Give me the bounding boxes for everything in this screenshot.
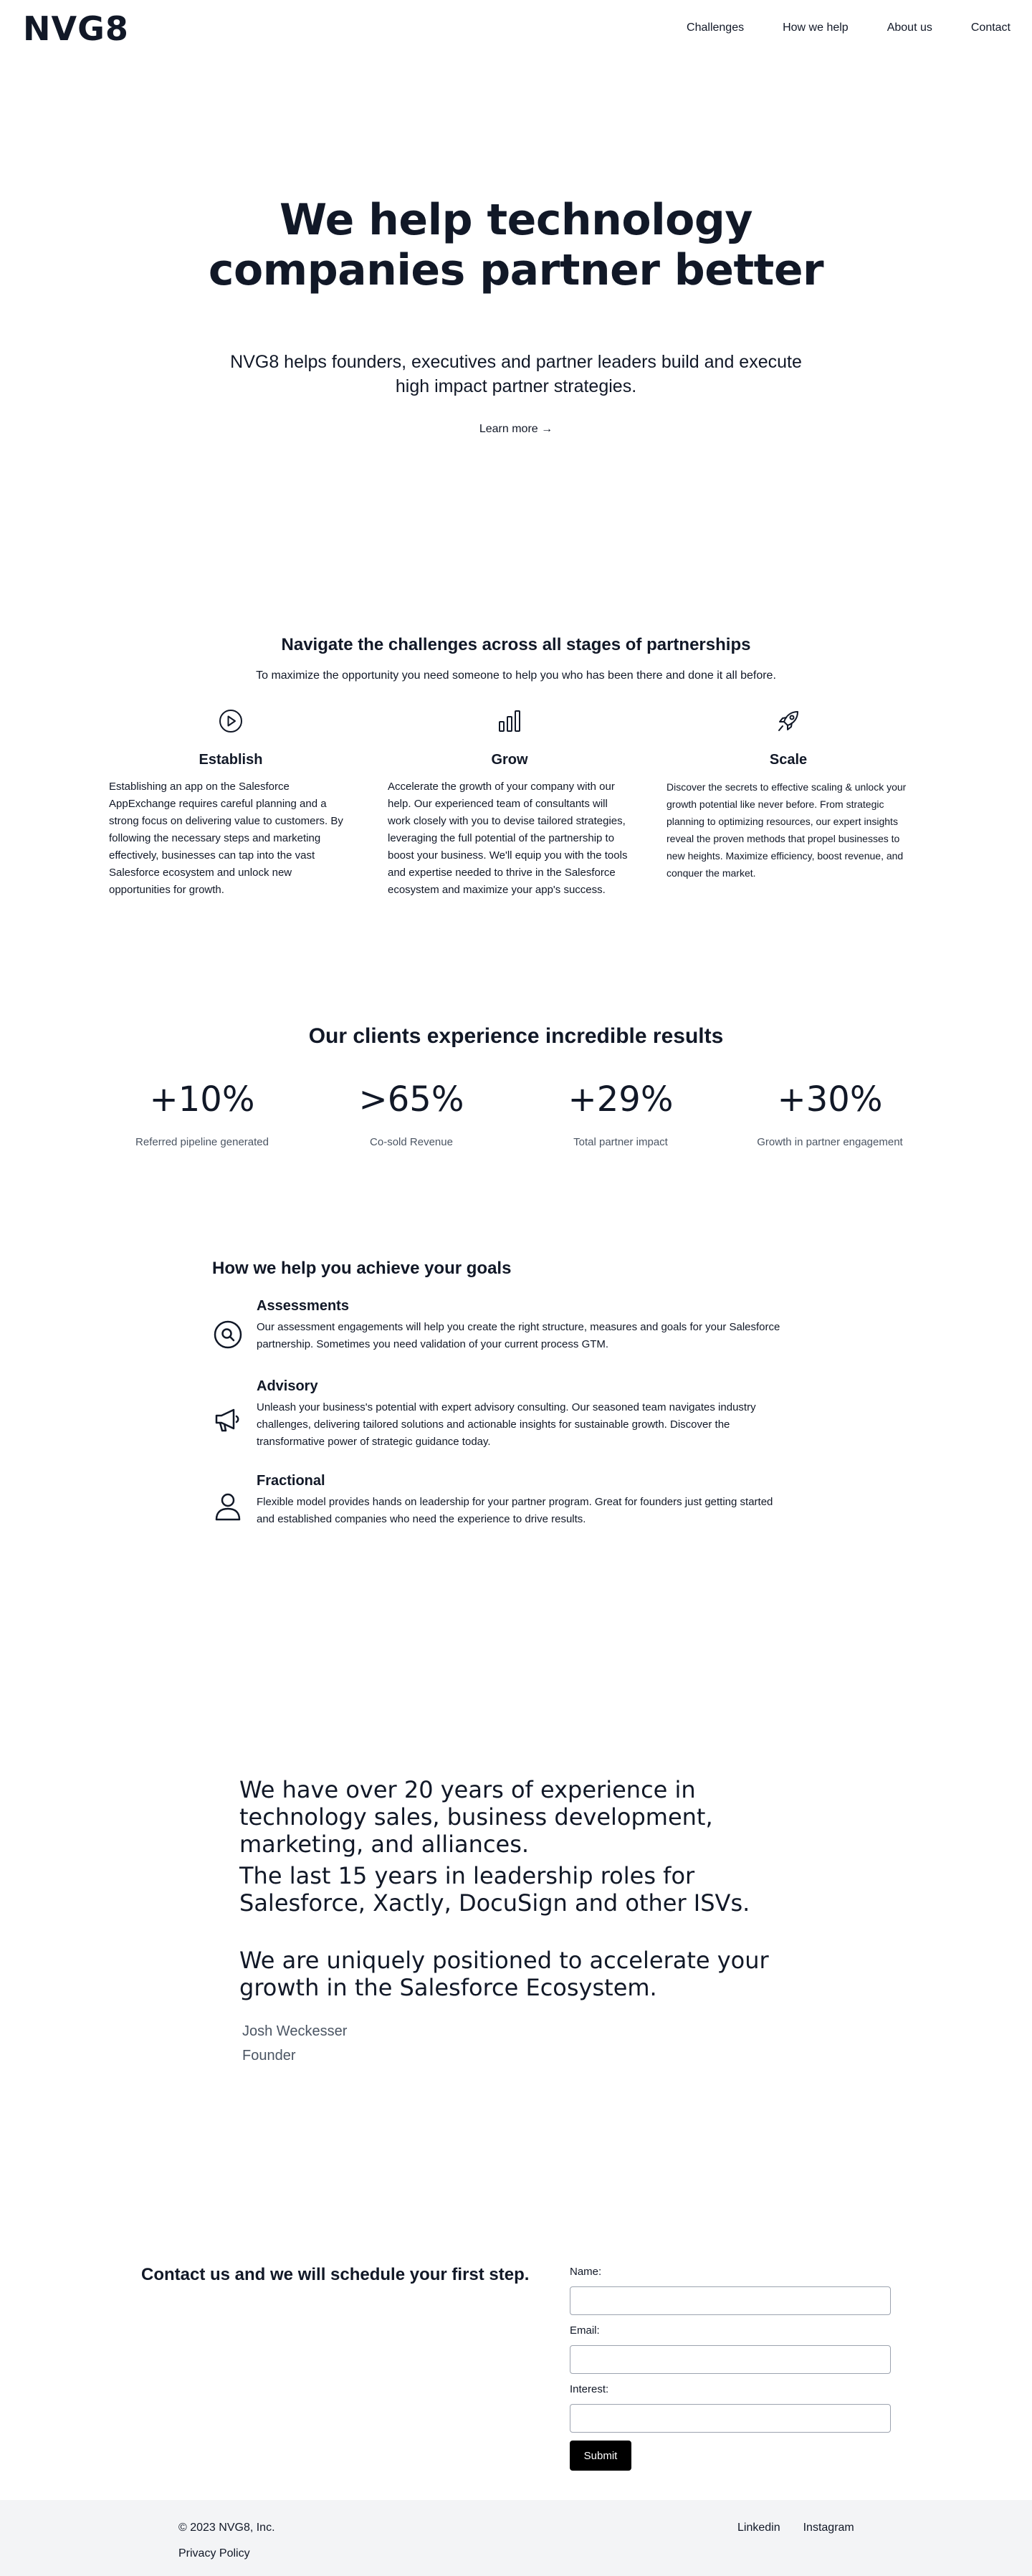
logo[interactable]: NVG8 [23,9,129,48]
challenge-text: Accelerate the growth of your company with our help. Our experienced team of consultants will work closely with you to devise tailored strategies, leveraging the full potential of the partnership to boost your business. We'll equip you with the tools and expertise needed to thrive in the Salesforce ecosystem and maximize your app's success. [388,781,628,896]
help-title: How we help you achieve your goals [212,1259,512,1278]
nav-how-we-help[interactable]: How we help [783,22,849,34]
challenge-establish [109,707,353,899]
main-nav [687,20,1010,36]
founder-name: Josh Weckesser [242,2023,348,2039]
challenge-title: Grow [491,752,528,768]
challenge-text: Establishing an app on the Salesforce AppExchange requires careful planning and a strong focus on delivering value to customers. By following the necessary steps and marketing effectively, businesses can tap into the vast Salesforce ecosystem and unlock new opportunities for growth. [109,781,343,896]
stat-label: Co-sold Revenue [370,1136,453,1148]
challenge-grow [388,707,631,899]
challenge-title: Scale [769,752,808,768]
email-label: Email: [570,2324,600,2337]
site-header [0,0,1032,57]
stat-value: +10% [149,1079,255,1120]
founder-role: Founder [242,2048,296,2064]
challenges-subtitle: To maximize the opportunity you need someone to help you who has been there and done it all before. [256,669,776,682]
stat-label: Growth in partner engagement [757,1136,903,1148]
bar-chart-icon [495,707,524,735]
learn-more-wrap [0,421,1032,437]
help-item-title: Assessments [257,1298,349,1314]
stat-value: >65% [358,1079,464,1120]
social-links [737,2520,854,2536]
learn-more-link[interactable]: Learn more → [479,423,553,435]
about-paragraph-2: The last 15 years in leadership roles for Salesforce, Xactly, DocuSign and other ISVs. [239,1862,750,1917]
stat-label: Referred pipeline generated [135,1136,269,1148]
hero-title [0,195,1032,295]
submit-button[interactable]: Submit [570,2441,631,2471]
stat-value: +30% [777,1079,883,1120]
help-item-assessments [212,1296,785,1353]
stat-total-partner-impact [513,1078,728,1150]
site-footer [0,2500,1032,2576]
stat-label: Total partner impact [573,1136,668,1148]
help-item-fractional [212,1471,785,1531]
help-item-text: Our assessment engagements will help you create the right structure, measures and goals for your Salesforce partnership. Sometimes you need validation of your current process GTM. [257,1321,780,1350]
nav-about-us[interactable]: About us [887,22,932,34]
help-item-text: Flexible model provides hands on leadership for your partner program. Great for founders just getting started and established companies who need the experience to drive results. [257,1496,773,1525]
about-paragraph-1: We have over 20 years of experience in technology sales, business development, marketing, and alliances. [239,1776,713,1858]
megaphone-icon [212,1403,244,1435]
challenges-title: Navigate the challenges across all stages of partnerships [281,635,751,654]
stat-value: +29% [568,1079,674,1120]
stat-referred-pipeline [95,1078,310,1150]
stat-partner-engagement [722,1078,937,1150]
nav-challenges[interactable]: Challenges [687,22,745,34]
challenge-text: Discover the secrets to effective scaling & unlock your growth potential like never before. From strategic planning to optimizing resources, our expert insights reveal the proven methods that propel businesses to new heights. Maximize efficiency, boost revenue, and conquer the market. [666,781,907,879]
linkedin-link[interactable]: Linkedin [737,2522,780,2534]
help-item-title: Advisory [257,1378,318,1394]
hero-subtitle: NVG8 helps founders, executives and partner leaders build and execute high impact partner strategies. [230,352,802,396]
contact-title: Contact us and we will schedule your first step. [141,2265,530,2284]
search-circle-icon [212,1319,244,1350]
nav-contact[interactable]: Contact [970,22,1010,34]
email-field[interactable] [570,2345,891,2374]
challenge-title: Establish [199,752,263,768]
challenge-scale [666,707,910,882]
hero-title-line-2: companies partner better [208,245,824,295]
help-item-title: Fractional [257,1473,325,1489]
name-label: Name: [570,2266,602,2278]
copyright: © 2023 NVG8, Inc. [178,2522,275,2534]
user-icon [212,1491,244,1522]
rocket-icon [774,707,803,735]
about-paragraph-3: We are uniquely positioned to accelerate your growth in the Salesforce Ecosystem. [239,1947,769,2001]
help-item-text: Unleash your business's potential with expert advisory consulting. Our seasoned team navigates industry challenges, delivering tailored solutions and actionable insights for sustainable growth. Discover the transformative power of strategic guidance today. [257,1401,756,1448]
help-item-advisory [212,1376,785,1448]
interest-field[interactable] [570,2404,891,2433]
instagram-link[interactable]: Instagram [803,2522,854,2534]
interest-label: Interest: [570,2383,609,2395]
name-field[interactable] [570,2286,891,2315]
play-circle-icon [216,707,245,735]
stat-co-sold-revenue [304,1078,519,1150]
privacy-policy-link[interactable]: Privacy Policy [178,2547,250,2560]
hero-title-line-1: We help technology [280,195,752,245]
results-title: Our clients experience incredible results [308,1024,724,1048]
